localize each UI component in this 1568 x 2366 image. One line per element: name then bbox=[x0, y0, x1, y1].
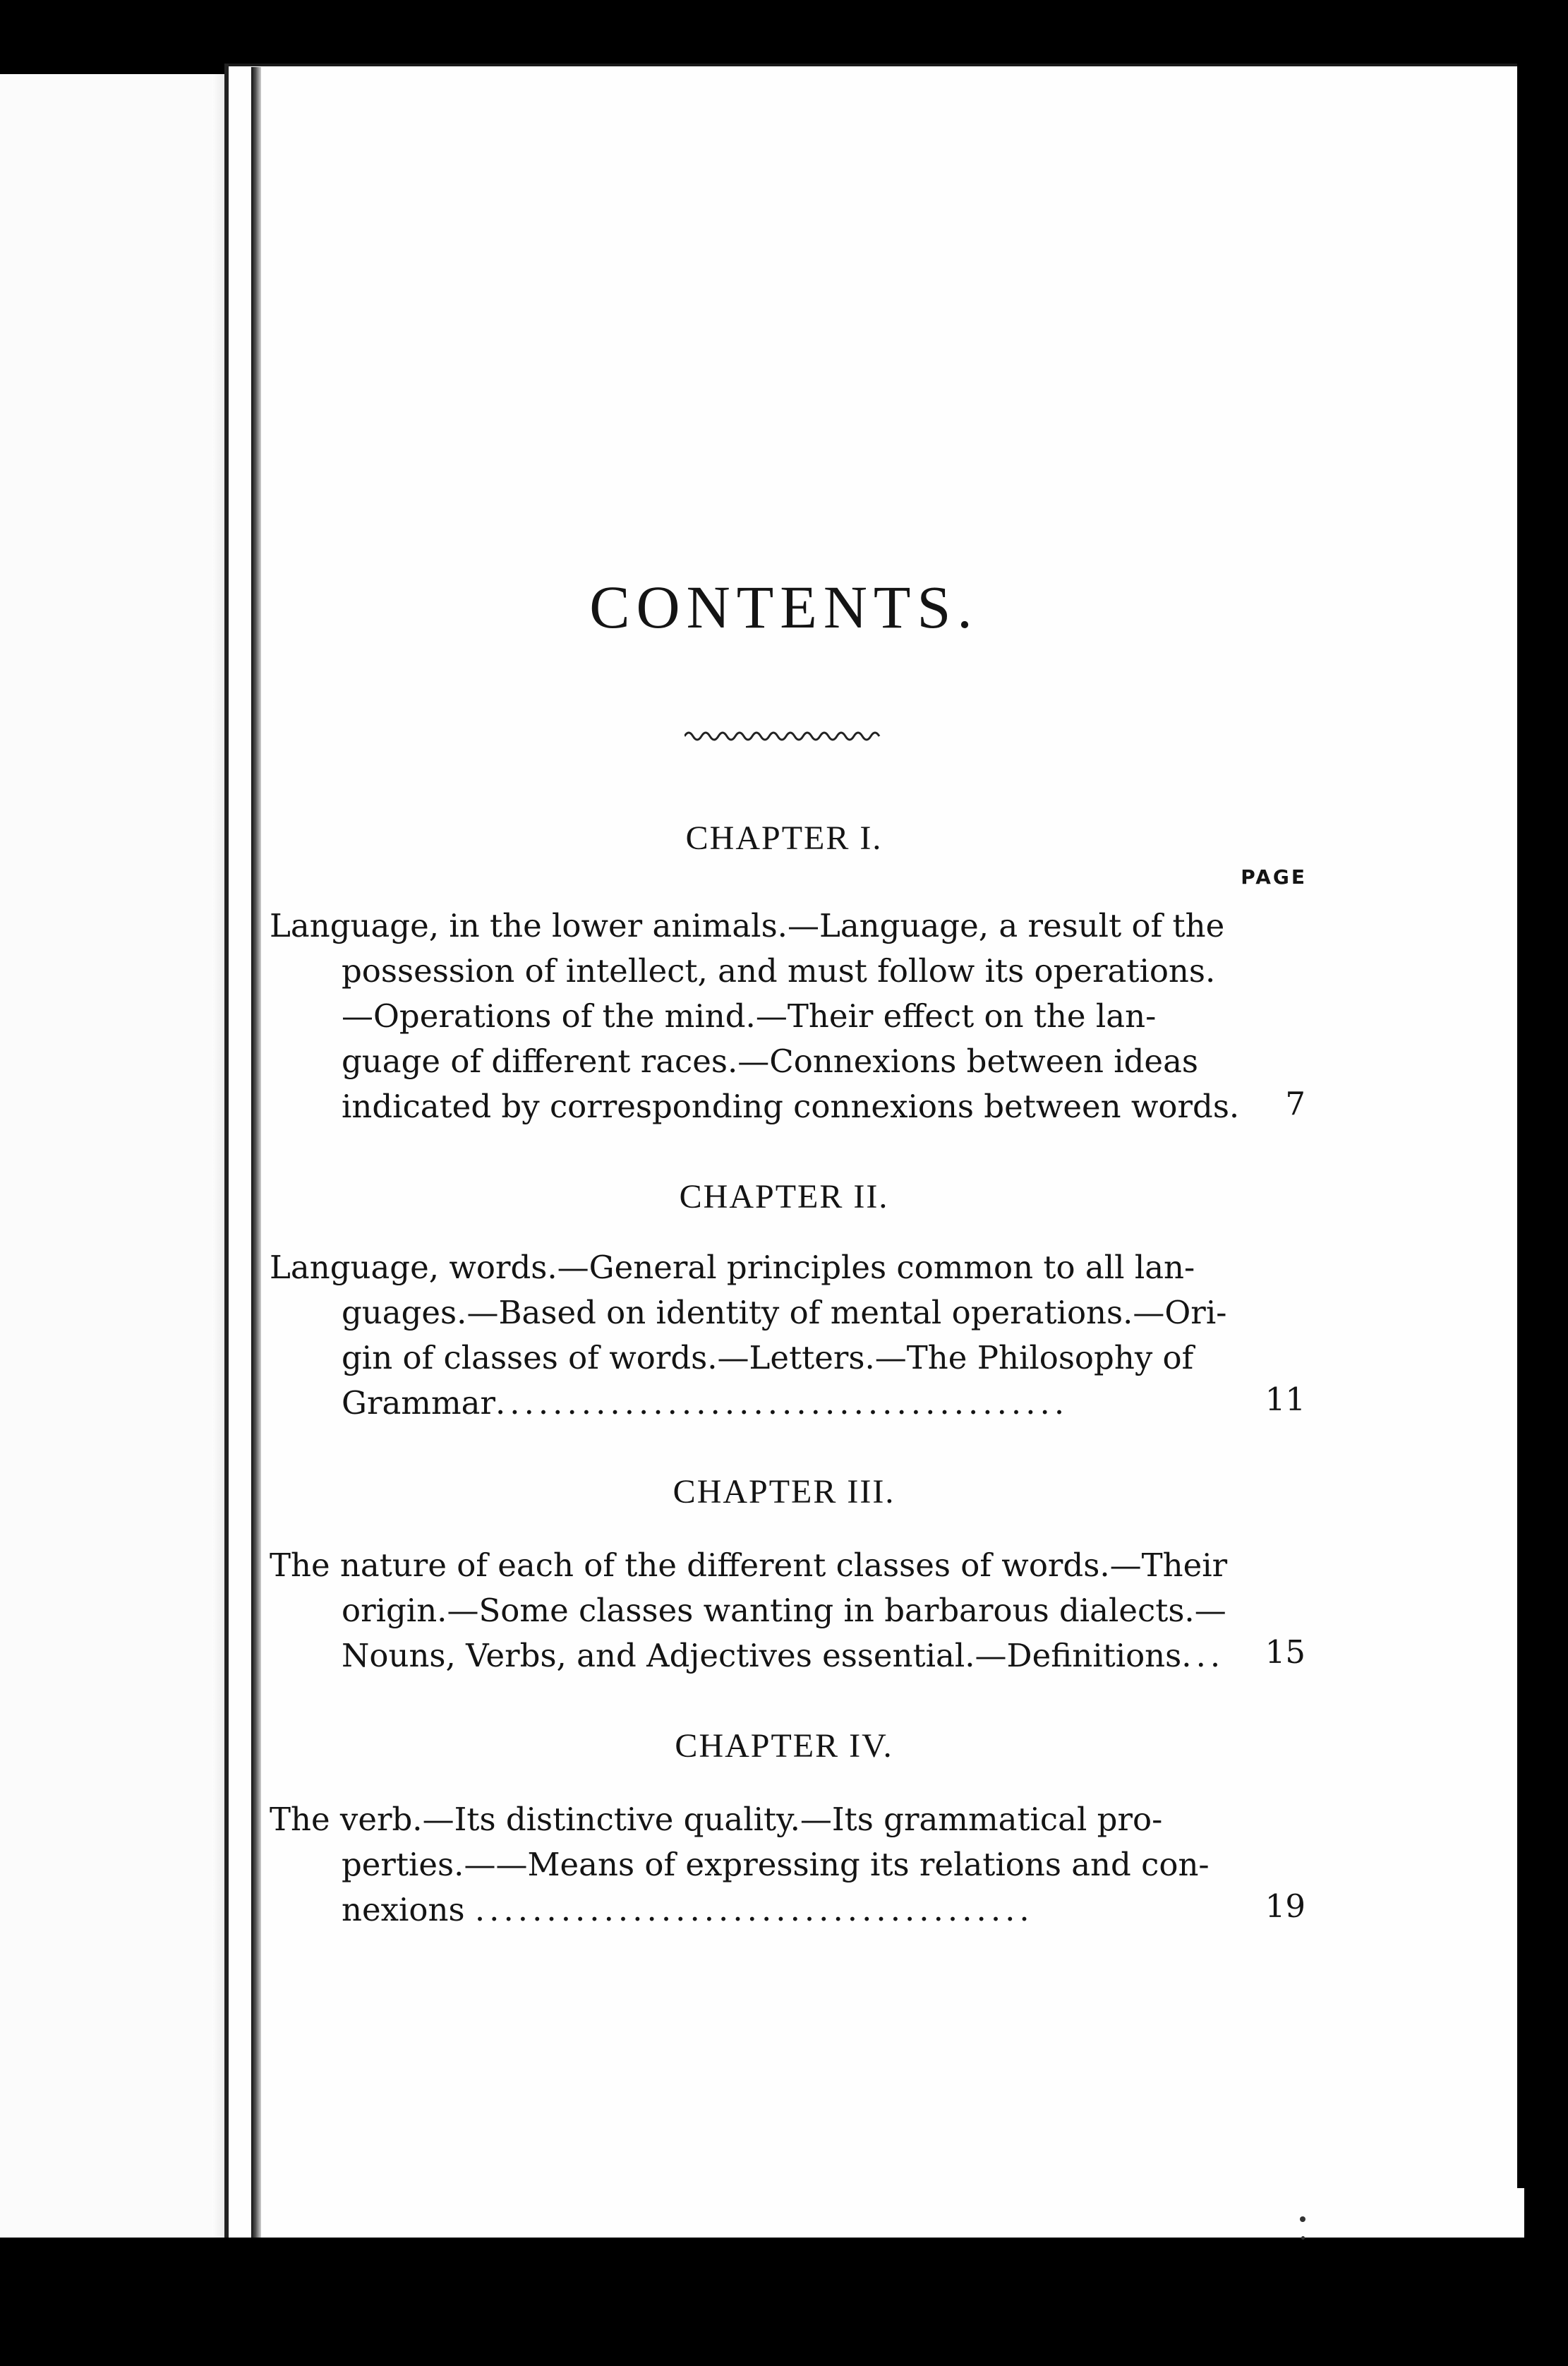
chapter-1-heading: CHAPTER I. bbox=[685, 819, 883, 857]
speck bbox=[1300, 2216, 1305, 2222]
chapter-3-heading: CHAPTER III. bbox=[673, 1473, 895, 1511]
summary-line: Nouns, Verbs, and Adjectives essential.—Definitions bbox=[342, 1637, 1182, 1674]
summary-line: —Operations of the mind.—Their effect on the lan- bbox=[342, 997, 1157, 1035]
summary-line: Language, words.—General principles common to all lan- bbox=[270, 1249, 1195, 1286]
dot-leader: ... bbox=[1181, 1637, 1225, 1674]
summary-line: guages.—Based on identity of mental operations.—Ori- bbox=[342, 1294, 1227, 1331]
chapter-4-summary bbox=[270, 1797, 1222, 1933]
page-bottom-edge bbox=[268, 2188, 1524, 2242]
dot-leader: ........................................ bbox=[495, 1384, 1069, 1422]
chapter-3-summary bbox=[270, 1543, 1228, 1679]
summary-line: The nature of each of the different classes of words.—Their bbox=[270, 1547, 1228, 1584]
summary-line: gin of classes of words.—Letters.—The Philosophy of bbox=[342, 1339, 1194, 1376]
wavy-rule-ornament bbox=[685, 723, 882, 745]
page-column-label: PAGE bbox=[1241, 865, 1307, 889]
summary-line: perties.——Means of expressing its relations and con- bbox=[342, 1846, 1210, 1883]
chapter-4-page-number: 19 bbox=[1265, 1887, 1305, 1925]
chapter-2-heading: CHAPTER II. bbox=[679, 1178, 889, 1215]
chapter-4-heading: CHAPTER IV. bbox=[675, 1727, 893, 1765]
speck bbox=[1301, 2236, 1305, 2240]
summary-line: guage of different races.—Connexions between ideas bbox=[342, 1043, 1198, 1080]
binding-gutter bbox=[251, 67, 261, 2248]
right-scan-border bbox=[1517, 64, 1568, 2366]
summary-line: possession of intellect, and must follow its operations. bbox=[342, 952, 1216, 990]
chapter-2-page-number: 11 bbox=[1265, 1381, 1305, 1418]
summary-line: indicated by corresponding connexions between words. bbox=[342, 1088, 1240, 1125]
bottom-scan-border bbox=[0, 2238, 1568, 2366]
summary-line: Grammar bbox=[342, 1384, 495, 1422]
summary-line: nexions bbox=[342, 1891, 465, 1928]
page-title: CONTENTS. bbox=[589, 573, 979, 641]
chapter-2-summary bbox=[270, 1245, 1227, 1426]
chapter-1-page-number: 7 bbox=[1285, 1085, 1305, 1122]
summary-line: origin.—Some classes wanting in barbarous dialects.— bbox=[342, 1592, 1226, 1629]
summary-line: Language, in the lower animals.—Language, a result of the bbox=[270, 907, 1225, 944]
dot-leader: ....................................... bbox=[474, 1891, 1034, 1928]
summary-line: The verb.—Its distinctive quality.—Its grammatical pro- bbox=[270, 1801, 1163, 1838]
chapter-3-page-number: 15 bbox=[1265, 1633, 1305, 1671]
chapter-1-summary bbox=[270, 903, 1240, 1129]
